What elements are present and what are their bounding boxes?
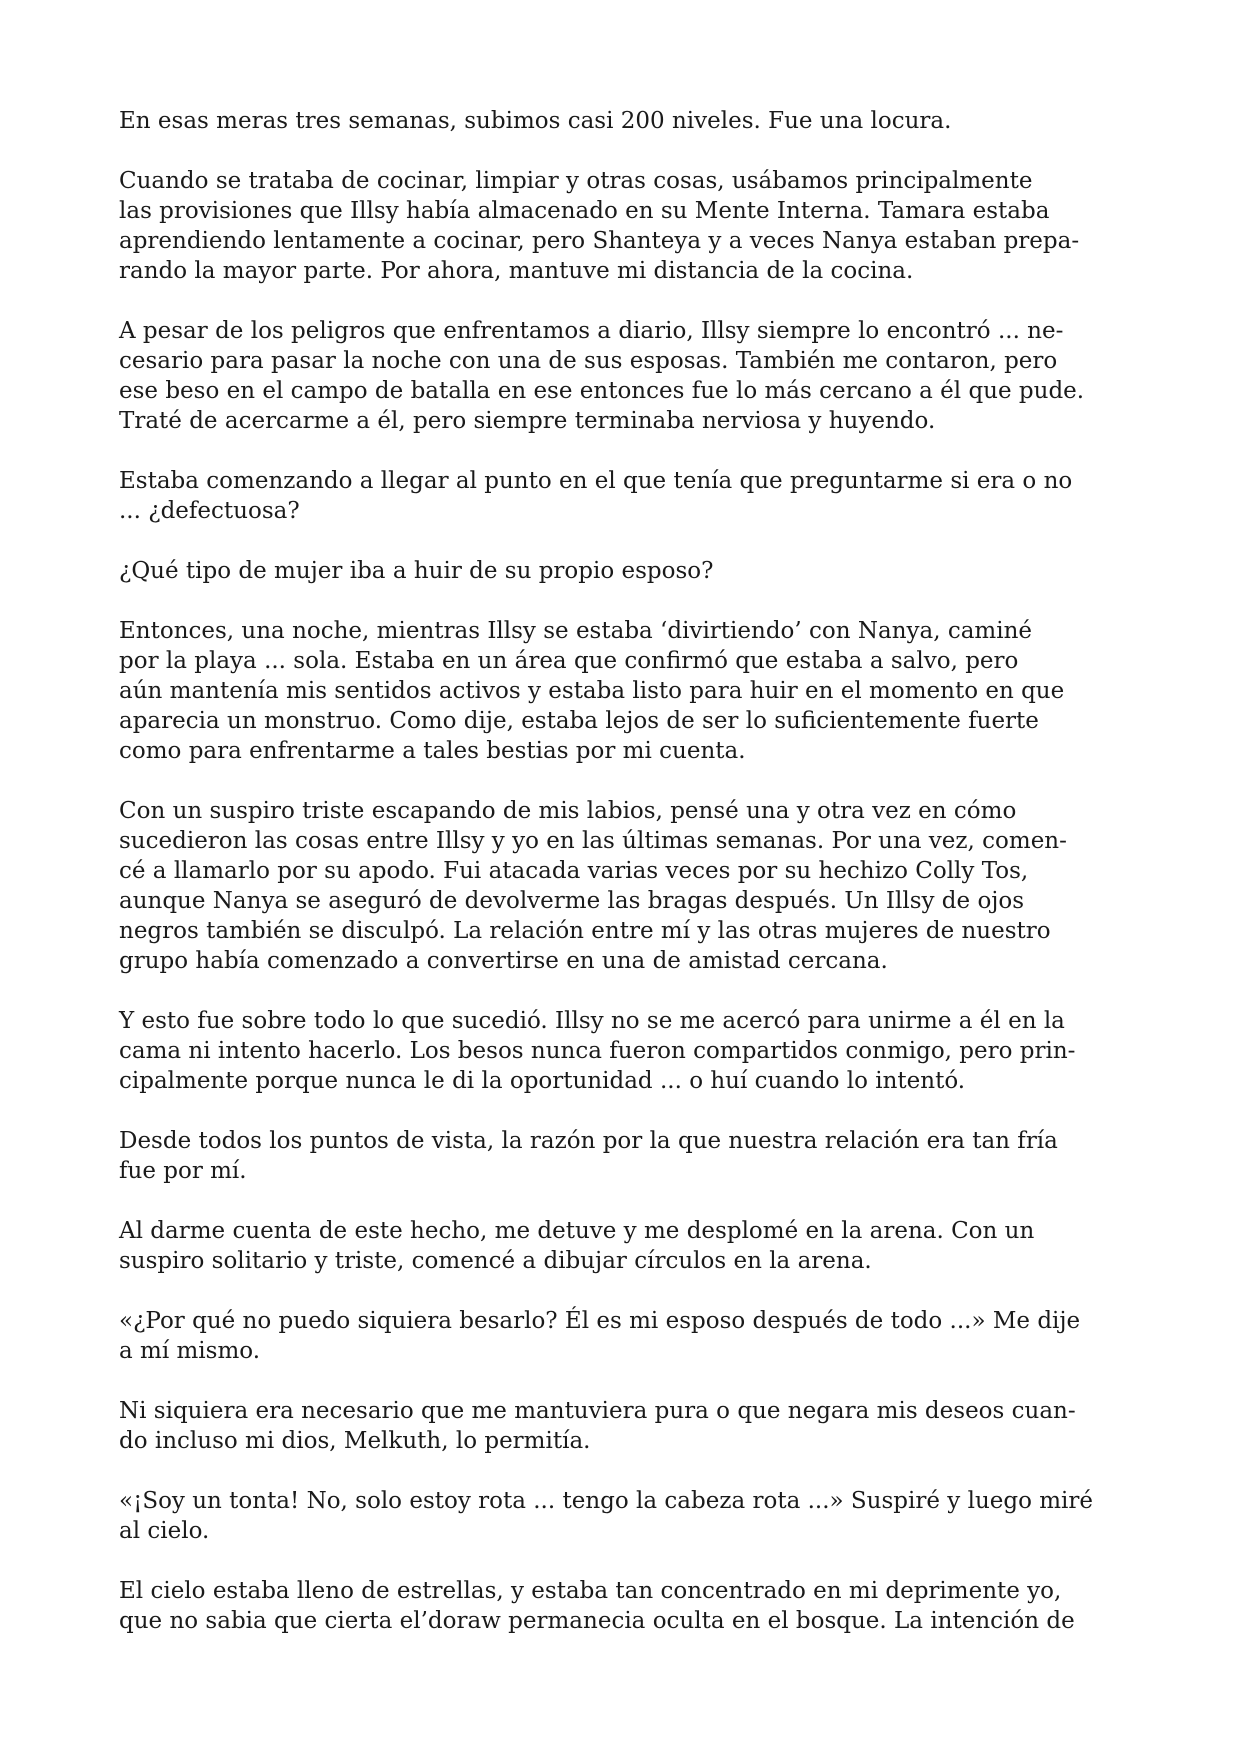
text-line: Al darme cuenta de este hecho, me detuve y me desplomé en la arena. Con un — [119, 1218, 1035, 1244]
text-line: negros también se disculpó. La relación entre mí y las otras mujeres de nuestro — [119, 918, 1051, 944]
text-line: cipalmente porque nunca le di la oportunidad ... o huí cuando lo intentó. — [119, 1068, 966, 1094]
text-line: a mí mismo. — [119, 1338, 261, 1364]
text-line: «¿Por qué no puedo siquiera besarlo? Él es mi esposo después de todo ...» Me dije — [119, 1308, 1081, 1334]
paragraph — [119, 1396, 1124, 1456]
text-line: «¡Soy un tonta! No, solo estoy rota ... tengo la cabeza rota ...» Suspiré y luego miré — [119, 1488, 1094, 1514]
text-line: Con un suspiro triste escapando de mis labios, pensé una y otra vez en cómo — [119, 798, 1017, 824]
text-line: ¿Qué tipo de mujer iba a huir de su propio esposo? — [119, 558, 714, 584]
text-line: como para enfrentarme a tales bestias por mi cuenta. — [119, 738, 746, 764]
text-line: cé a llamarlo por su apodo. Fui atacada varias veces por su hechizo Colly Tos, — [119, 858, 1029, 884]
text-line: Traté de acercarme a él, pero siempre terminaba nerviosa y huyendo. — [119, 408, 936, 434]
text-line: grupo había comenzado a convertirse en una de amistad cercana. — [119, 948, 888, 974]
text-line: do incluso mi dios, Melkuth, lo permitía. — [119, 1428, 591, 1454]
text-line: Entonces, una noche, mientras Illsy se estaba ‘divirtiendo’ con Nanya, caminé — [119, 618, 1033, 644]
text-line: por la playa ... sola. Estaba en un área que confirmó que estaba a salvo, pero — [119, 648, 1019, 674]
text-line: cesario para pasar la noche con una de sus esposas. También me contaron, pero — [119, 348, 1058, 374]
text-line: Cuando se trataba de cocinar, limpiar y otras cosas, usábamos principalmente — [119, 168, 1033, 194]
text-line: Ni siquiera era necesario que me mantuviera pura o que negara mis deseos cuan- — [119, 1398, 1076, 1424]
text-line: Y esto fue sobre todo lo que sucedió. Illsy no se me acercó para unirme a él en la — [119, 1008, 1065, 1034]
paragraph — [119, 1306, 1124, 1366]
text-line: aparecia un monstruo. Como dije, estaba lejos de ser lo suficientemente fuerte — [119, 708, 1039, 734]
text-line: aprendiendo lentamente a cocinar, pero Shanteya y a veces Nanya estaban prepa- — [119, 228, 1080, 254]
paragraph — [119, 106, 1124, 136]
text-line: al cielo. — [119, 1518, 210, 1544]
paragraph — [119, 1486, 1124, 1546]
paragraph — [119, 616, 1124, 766]
text-line: las provisiones que Illsy había almacenado en su Mente Interna. Tamara estaba — [119, 198, 1050, 224]
paragraph — [119, 1216, 1124, 1276]
paragraph — [119, 796, 1124, 976]
text-line: aunque Nanya se aseguró de devolverme las bragas después. Un Illsy de ojos — [119, 888, 1025, 914]
text-line: En esas meras tres semanas, subimos casi 200 niveles. Fue una locura. — [119, 108, 952, 134]
text-line: El cielo estaba lleno de estrellas, y estaba tan concentrado en mi deprimente yo, — [119, 1578, 1062, 1604]
paragraph — [119, 166, 1124, 286]
text-line: sucedieron las cosas entre Illsy y yo en las últimas semanas. Por una vez, comen- — [119, 828, 1067, 854]
text-line: cama ni intento hacerlo. Los besos nunca fueron compartidos conmigo, pero prin- — [119, 1038, 1076, 1064]
text-line: Estaba comenzando a llegar al punto en el que tenía que preguntarme si era o no — [119, 468, 1073, 494]
paragraph — [119, 1006, 1124, 1096]
paragraph — [119, 1126, 1124, 1186]
text-line: A pesar de los peligros que enfrentamos a diario, Illsy siempre lo encontró ... ne- — [119, 318, 1064, 344]
text-line: Desde todos los puntos de vista, la razón por la que nuestra relación era tan fría — [119, 1128, 1058, 1154]
document-page — [119, 106, 1124, 1666]
text-line: suspiro solitario y triste, comencé a dibujar círculos en la arena. — [119, 1248, 872, 1274]
paragraph — [119, 1576, 1124, 1636]
text-line: aún mantenía mis sentidos activos y estaba listo para huir en el momento en que — [119, 678, 1065, 704]
paragraph — [119, 556, 1124, 586]
text-line: que no sabia que cierta el’doraw permanecia oculta en el bosque. La intención de — [119, 1608, 1075, 1634]
text-line: ese beso en el campo de batalla en ese entonces fue lo más cercano a él que pude. — [119, 378, 1085, 404]
paragraph — [119, 316, 1124, 436]
paragraph — [119, 466, 1124, 526]
text-line: ... ¿defectuosa? — [119, 498, 300, 524]
text-line: rando la mayor parte. Por ahora, mantuve mi distancia de la cocina. — [119, 258, 914, 284]
text-line: fue por mí. — [119, 1158, 247, 1184]
